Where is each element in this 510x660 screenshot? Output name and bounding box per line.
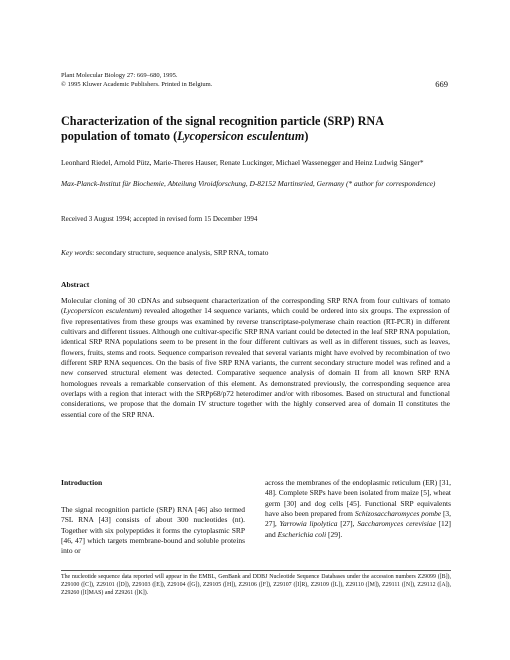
- intro-right-seg-a: across the membranes of the endoplasmic reticulum (ER) [31, 48]. Complete SRPs have been isolated from maize [5], wheat germ [30] and dog cells [45]. Functional SRP equivalents have also been prepared from: [265, 478, 451, 519]
- title-line-2-end: ): [304, 129, 309, 143]
- keywords-text: : secondary structure, sequence analysis, SRP RNA, tomato: [92, 248, 269, 257]
- abstract-text: [61, 296, 450, 420]
- journal-citation: [61, 72, 212, 89]
- abstract-part-2: ) revealed altogether 14 sequence variants, which could be ordered into six groups. The expression of five representatives from these groups was examined by reverse transcriptase-polymerase chain reaction (RT-PCR) in different cultivars and different tissues. Although one cultivar-specific SRP RNA variant could be detected in the leaf SRP RNA population, identical SRP RNA populations seem to be present in the four different cultivars as well as in different tissues, such as leaves, flowers, fruits, stems and roots. Sequence comparison revealed that several variants might have evolved by recombination of two different SRP RNA sequences. On the basis of five SRP RNA variants, the current secondary structure model was refined and a new conserved structural element was detected. Comparative sequence analysis of domain II from all known SRP RNA homologues reveals a remarkable conservation of this element. As demonstrated previously, the corresponding sequence area overlaps with a region that interact with the SRPp68/p72 heterodimer and/or with ribosomes. Based on structural and functional considerations, we propose that the domain IV structure together with the highly conserved area of domain II constitutes the essential core of the SRP RNA.: [61, 306, 450, 419]
- introduction-right-text: [265, 478, 451, 540]
- abstract-part-1: Molecular cloning of 30 cDNAs and subsequent characterization of the corresponding SRP RNA from four cultivars of tomato (: [61, 296, 450, 316]
- intro-right-seg-b: [3, 27],: [265, 509, 452, 529]
- title-line-2: population of tomato (: [61, 129, 178, 143]
- title-species: Lycopersicon esculentum: [177, 129, 305, 143]
- abstract-species: Lycopersicon esculentum: [63, 306, 140, 316]
- affiliation: Max-Planck-Institut für Biochemie, Abteilung Viroidforschung, D-82152 Martinsried, Germany (* author for correspondence): [61, 179, 436, 188]
- keywords: [61, 248, 453, 258]
- footnote-divider: [61, 570, 451, 571]
- copyright-line: © 1995 Kluwer Academic Publishers. Printed in Belgium.: [61, 80, 213, 88]
- article-title: [61, 114, 461, 144]
- left-column: [61, 478, 245, 557]
- journal-citation-line: Plant Molecular Biology 27: 669–680, 1995.: [61, 72, 178, 79]
- introduction-left-text: The signal recognition particle (SRP) RNA [46] also termed 7SL RNA [43] consists of about 300 nucleotides (nt). Together with six polypeptides it forms the cytoplasmic SRP [46, 47] which targets membrane-bound and soluble proteins into or: [61, 505, 245, 556]
- author-list: Leonhard Riedel, Arnold Pütz, Marie-Theres Hauser, Renate Luckinger, Michael Wassenegger and Heinz Ludwig Sänger*: [61, 158, 424, 167]
- introduction-heading: Introduction: [61, 478, 103, 487]
- intro-right-seg-d: [12] and: [265, 519, 451, 539]
- species-e-coli: Escherichia coli: [277, 529, 327, 539]
- intro-right-seg-e: [29].: [326, 529, 343, 539]
- right-column: [265, 478, 451, 540]
- keywords-label: Key words: [61, 248, 93, 257]
- species-s-pombe: Schizosaccharomyces pombe: [354, 509, 442, 519]
- species-s-cerevisiae: Saccharomyces cerevisiae: [357, 519, 436, 529]
- title-line-1: Characterization of the signal recognition particle (SRP) RNA: [61, 114, 385, 128]
- species-y-lipolytica: Yarrowia lipolytica: [279, 519, 338, 529]
- abstract-heading: Abstract: [61, 280, 90, 289]
- intro-right-seg-c: [27],: [337, 519, 358, 529]
- page-number: 669: [435, 79, 448, 89]
- received-dates: Received 3 August 1994; accepted in revised form 15 December 1994: [61, 215, 258, 223]
- footnote: The nucleotide sequence data reported will appear in the EMBL, GenBank and DDBJ Nucleotide Sequence Databases under the accession numbers Z29099 ([B]), Z29100 ([C]), Z29101 ([D]), Z29103 ([E]), Z29104 ([G]), Z29105 ([H]), Z29106 ([F]), Z29107 ([I]R), Z29109 ([L]), Z29110 ([M]), Z29111 ([N]), Z29112 ([A]), Z29260 ([I]MAS) and Z29261 ([K]).: [61, 574, 451, 597]
